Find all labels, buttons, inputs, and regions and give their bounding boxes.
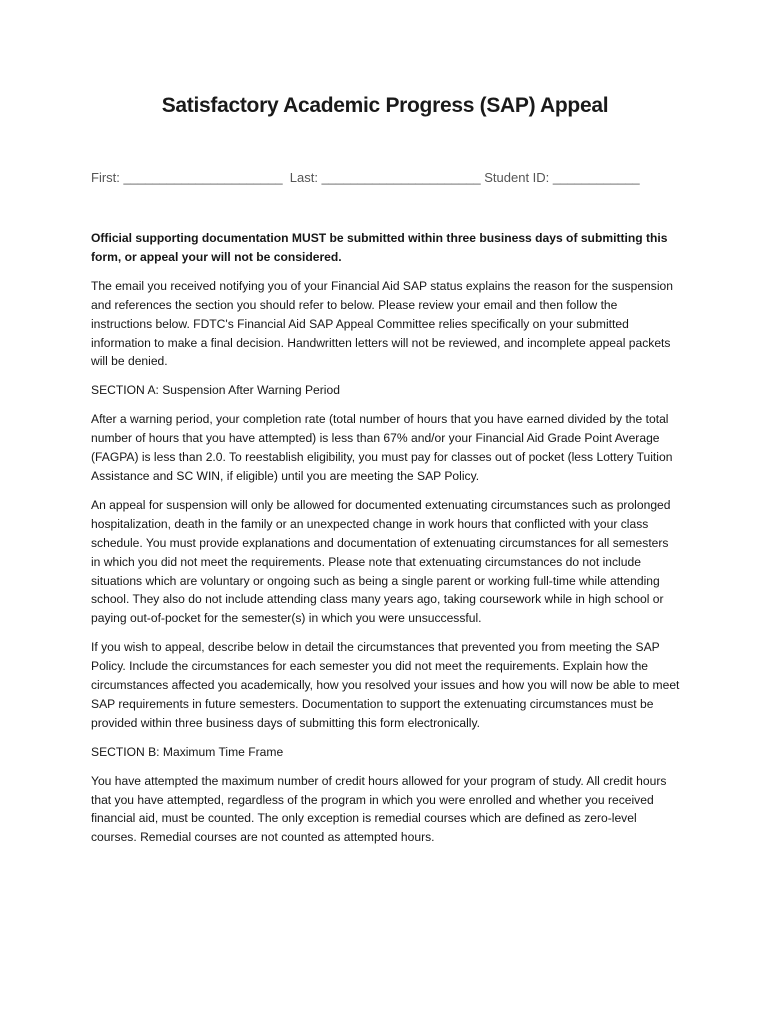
document-body xyxy=(91,229,681,857)
section-a-heading: SECTION A: Suspension After Warning Period xyxy=(91,383,340,398)
section-a-paragraph-2: An appeal for suspension will only be allowed for documented extenuating circumstances such as prolonged hospitalization, death in the family or an unexpected change in work hours that conflicted with your class schedule. You must provide explanations and documentation of extenuating circumstances for all semesters in which you did not meet the requirements. Please note that extenuating circumstances do not include situations which are voluntary or ongoing such as being a single parent or working full-time while attending school. They also do not include attending class many years ago, taking coursework while in high school or paying out-of-pocket for the semester(s) in which you were unsuccessful. xyxy=(91,497,671,626)
section-b-paragraph-1: You have attempted the maximum number of credit hours allowed for your program of study. All credit hours that you have attempted, regardless of the program in which you were enrolled and whether you received financial aid, must be counted. The only exception is remedial courses which are defined as zero-level courses. Remedial courses are not counted as attempted hours. xyxy=(91,773,667,845)
section-b-heading: SECTION B: Maximum Time Frame xyxy=(91,744,284,759)
intro-paragraph: The email you received notifying you of your Financial Aid SAP status explains the reason for the suspension and references the section you should refer to below. Please review your email and then follow the instructions below. FDTC's Financial Aid SAP Appeal Committee relies specifically on your submitted information to make a final decision. Handwritten letters will not be reviewed, and incomplete appeal packets will be denied. xyxy=(91,278,673,369)
page-title: Satisfactory Academic Progress (SAP) Appeal xyxy=(161,94,609,117)
section-a-paragraph-1: After a warning period, your completion rate (total number of hours that you have earned divided by the total number of hours that you have attempted) is less than 67% and/or your Financial Aid Grade Point Average (FAGPA) is less than 2.0. To reestablish eligibility, you must pay for classes out of pocket (less Lottery Tuition Assistance and SC WIN, if eligible) until you are meeting the SAP Policy. xyxy=(91,412,673,483)
student-info-fields: First: ______________________ Last: ______________________ Student ID: ____________ xyxy=(91,170,640,185)
section-a-paragraph-3: If you wish to appeal, describe below in detail the circumstances that prevented you from meeting the SAP Policy. Include the circumstances for each semester you did not meet the requirements. Explain how the circumstances affected you academically, how you resolved your issues and how you will now be able to meet SAP requirements in future semesters. Documentation to support the extenuating circumstances must be provided within three business days of submitting this form electronically. xyxy=(91,640,680,730)
documentation-notice: Official supporting documentation MUST be submitted within three business days of submitting this form, or appeal your will not be considered. xyxy=(91,231,668,264)
